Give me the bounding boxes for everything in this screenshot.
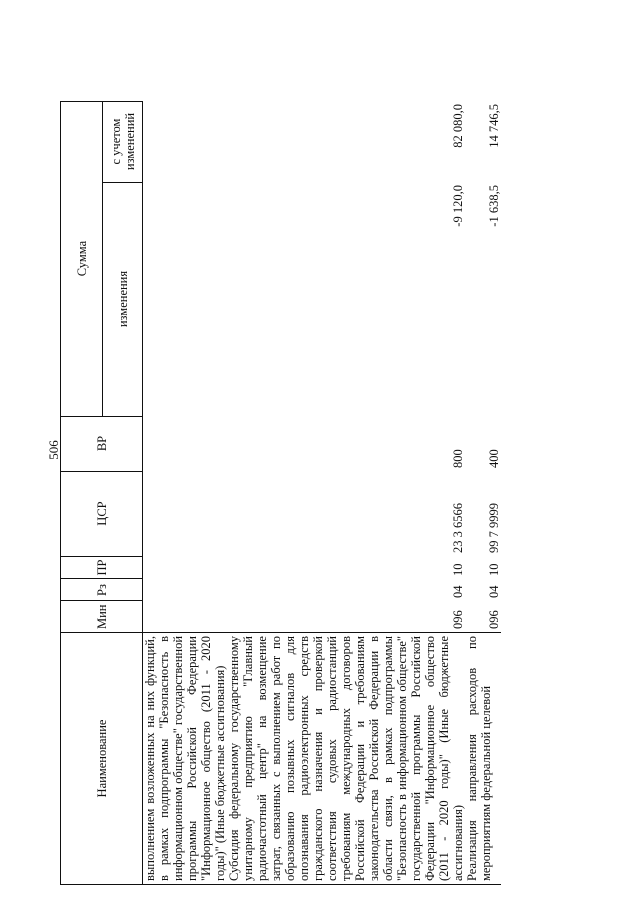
table-row — [143, 101, 228, 884]
row-min: 096 — [465, 601, 501, 633]
row-changes — [143, 182, 228, 416]
header-name: Наименование — [61, 633, 143, 885]
budget-table — [60, 101, 501, 885]
row-pr — [143, 556, 228, 579]
row-with-changes — [143, 101, 228, 182]
row-name: Реализация направления расходов по мероприятиям федеральной целевой — [465, 633, 501, 885]
row-with-changes: 14 746,5 — [487, 104, 501, 148]
header-with-changes: с учетом изменений — [103, 101, 143, 182]
row-changes: -9 120,0 — [451, 185, 465, 227]
row-rz — [143, 579, 228, 601]
row-csr: 99 7 9999 — [487, 503, 501, 554]
row-vr — [143, 416, 228, 471]
row-vr: 800 — [451, 449, 465, 469]
header-pr: ПР — [61, 556, 143, 579]
row-csr — [143, 471, 228, 556]
row-csr: 23 3 6566 — [451, 503, 465, 554]
row-pr: 10 — [487, 563, 501, 576]
header-vr: ВР — [61, 416, 143, 471]
row-name: Субсидия федеральному государственному унитарному предприятию "Главный радиочастотный центр" на возмещение затрат, связанных с выполнением работ по образованию позывных сигналов для опознавания радиоэлектронных средств гражданского назначения и проверкой соответствия судовых радиостанций требованиям международных договоров Российской Федерации и требованиям законодательства Российской Федерации в области связи, в рамках подпрограммы "Безопасность в информационном обществе" государственной программы Российской Федерации "Информационное общество (2011 - 2020 годы)" (Иные бюджетные ассигнования) — [227, 633, 465, 885]
header-sum: Сумма — [61, 101, 103, 416]
table-header — [61, 101, 143, 884]
table-row — [465, 101, 501, 884]
header-changes: изменения — [103, 182, 143, 416]
row-vr: 400 — [487, 449, 501, 469]
header-csr: ЦСР — [61, 471, 143, 556]
row-min — [143, 601, 228, 633]
row-rz: 04 — [451, 585, 465, 598]
row-with-changes: 82 080,0 — [451, 104, 465, 148]
table-row — [227, 101, 465, 884]
header-min: Мин — [61, 601, 143, 633]
row-min: 096 — [227, 601, 465, 633]
row-pr: 10 — [451, 563, 465, 576]
row-changes: -1 638,5 — [487, 185, 501, 227]
row-name: выполнением возложенных на них функций, в рамках подпрограммы "Безопасность в информационном обществе" государственной программы Российской Федерации "Информационное общество (2011 - 2020 годы)" (Иные бюджетные ассигнования) — [143, 633, 228, 885]
row-rz: 04 — [487, 585, 501, 598]
header-rz: Рз — [61, 579, 143, 601]
page-number: 506 — [46, 440, 61, 460]
